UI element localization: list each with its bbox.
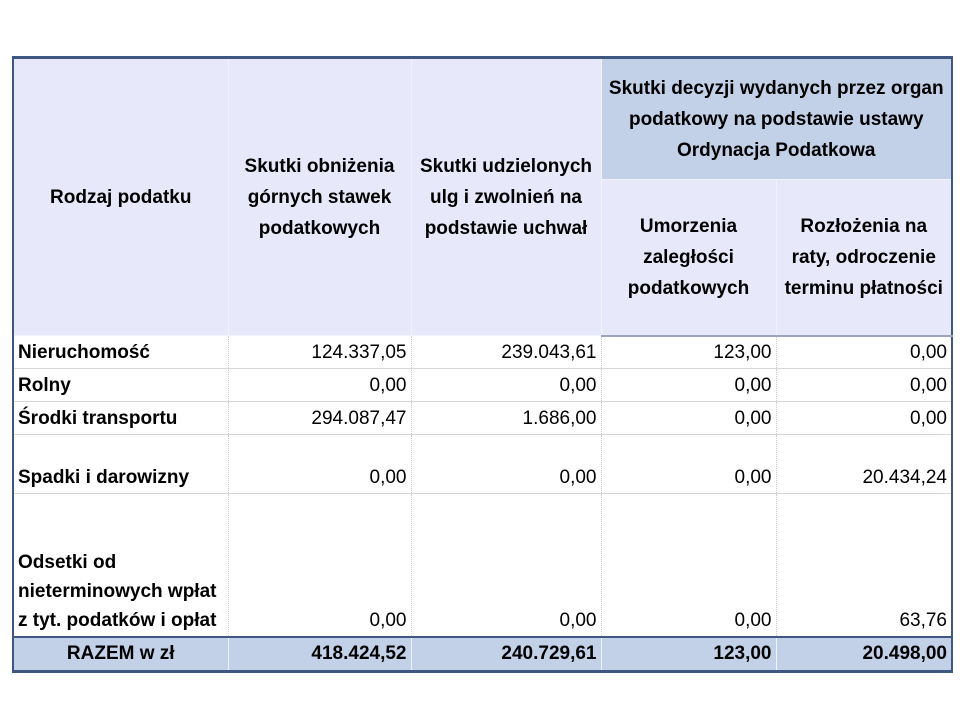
cell-value: 0,00 <box>601 369 776 402</box>
cell-value: 124.337,05 <box>228 336 411 369</box>
cell-value: 123,00 <box>601 336 776 369</box>
total-row <box>13 637 952 672</box>
cell-value: 0,00 <box>601 435 776 494</box>
total-value: 123,00 <box>601 637 776 672</box>
cell-value: 0,00 <box>228 369 411 402</box>
header-rate-reduction: Skutki obniżenia górnych stawek podatkowych <box>228 58 411 336</box>
row-label: Spadki i darowizny <box>13 435 228 494</box>
table-row <box>13 494 952 637</box>
cell-value: 63,76 <box>776 494 952 637</box>
cell-value: 0,00 <box>228 435 411 494</box>
table-total <box>13 637 952 672</box>
total-value: 418.424,52 <box>228 637 411 672</box>
row-label: Odsetki od nieterminowych wpłat z tyt. podatków i opłat <box>13 494 228 637</box>
tax-effects-table <box>12 56 953 673</box>
header-tax-authority-decisions: Skutki decyzji wydanych przez organ podatkowy na podstawie ustawy Ordynacja Podatkowa <box>601 58 952 180</box>
cell-value: 239.043,61 <box>411 336 601 369</box>
table-header <box>13 58 952 336</box>
row-label: Środki transportu <box>13 402 228 435</box>
cell-value: 0,00 <box>411 494 601 637</box>
cell-value: 20.434,24 <box>776 435 952 494</box>
cell-value: 0,00 <box>776 369 952 402</box>
total-label: RAZEM w zł <box>13 637 228 672</box>
cell-value: 0,00 <box>411 435 601 494</box>
cell-value: 1.686,00 <box>411 402 601 435</box>
header-reliefs-exemptions: Skutki udzielonych ulg i zwolnień na podstawie uchwał <box>411 58 601 336</box>
cell-value: 0,00 <box>776 402 952 435</box>
header-installments-deferral: Rozłożenia na raty, odroczenie terminu płatności <box>776 180 952 336</box>
header-tax-type: Rodzaj podatku <box>13 58 228 336</box>
total-value: 240.729,61 <box>411 637 601 672</box>
row-label: Nieruchomość <box>13 336 228 369</box>
cell-value: 0,00 <box>411 369 601 402</box>
cell-value: 0,00 <box>601 494 776 637</box>
table-row <box>13 402 952 435</box>
cell-value: 0,00 <box>776 336 952 369</box>
table-body <box>13 336 952 637</box>
table-row <box>13 336 952 369</box>
table-row <box>13 369 952 402</box>
table-row <box>13 435 952 494</box>
cell-value: 0,00 <box>228 494 411 637</box>
cell-value: 294.087,47 <box>228 402 411 435</box>
header-arrears-remission: Umorzenia zaległości podatkowych <box>601 180 776 336</box>
cell-value: 0,00 <box>601 402 776 435</box>
row-label: Rolny <box>13 369 228 402</box>
total-value: 20.498,00 <box>776 637 952 672</box>
